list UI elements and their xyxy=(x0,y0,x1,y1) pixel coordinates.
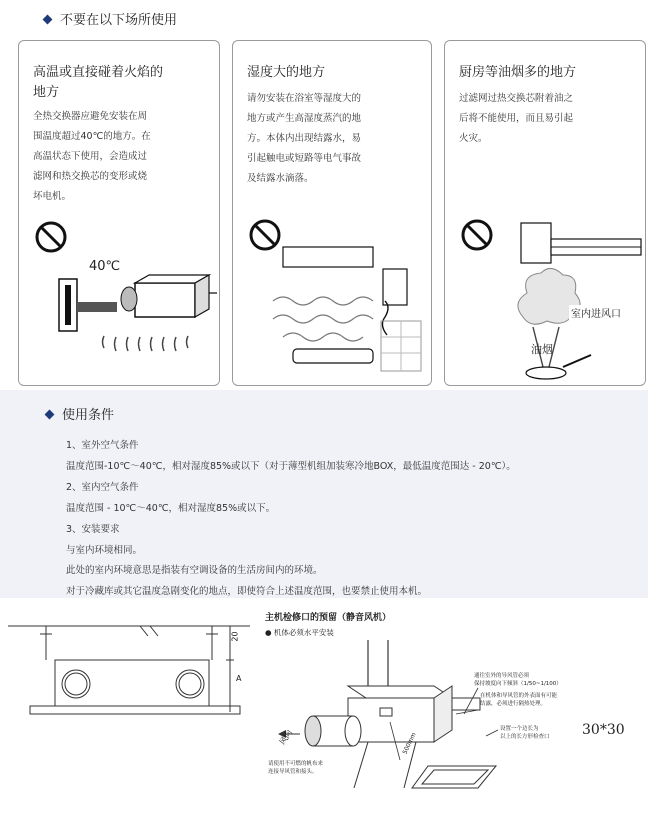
bathroom-illustration xyxy=(263,241,431,381)
dimension-20-label: 20 xyxy=(230,631,240,642)
dimension-a-label: A xyxy=(236,674,242,683)
card-body: 过滤网过热交换芯附着油之 后将不能使用，而且易引起 火灾。 xyxy=(459,93,574,144)
oil-smoke-label: 油烟 xyxy=(531,343,553,356)
ceiling-unit-drawing xyxy=(0,612,262,722)
condition-line: 温度范围 - 10℃～40℃，相对湿度85%或以下。 xyxy=(66,503,276,514)
card-title: 湿度大的地方 xyxy=(247,65,326,80)
section-header-conditions: 使用条件 xyxy=(46,404,114,423)
condition-line: 2、室内空气条件 xyxy=(66,482,139,493)
indoor-inlet-label: 室内进风口 xyxy=(569,305,623,320)
section-header-prohibited xyxy=(44,9,177,28)
inspection-port-size: 30*30 xyxy=(582,722,625,738)
condition-line: 对于冷藏库或其它温度急剧变化的地点，即使符合上述温度范围，也要禁止使用本机。 xyxy=(66,586,428,597)
kitchen-illustration xyxy=(501,217,646,386)
diamond-bullet-icon xyxy=(43,15,53,25)
condition-line: 3、安装要求 xyxy=(66,524,120,535)
temperature-label: 40℃ xyxy=(89,259,121,274)
card-high-humidity xyxy=(232,40,432,386)
card-body: 请勿安装在浴室等湿度大的 地方或产生高湿度蒸汽的地 方。本体内出现结露水，易 引起触电或短路等电气事故 及结露水滴落。 xyxy=(247,93,362,184)
condition-line: 温度范围-10℃～40℃，相对湿度85%或以下（对于薄型机组加装寒冷地BOX，最低温度范围达 - 20℃）。 xyxy=(66,461,516,472)
condition-line: 此处的室内环境意思是指装有空调设备的生活房间内的环境。 xyxy=(66,565,323,576)
heater-illustration xyxy=(49,273,217,383)
callout-duct-slope: 通往室外的导风管必须 保持坡度向下倾斜（1/50~1/100） xyxy=(474,673,562,687)
condition-line: 1、室外空气条件 xyxy=(66,440,139,451)
prohibited-icon xyxy=(459,217,495,253)
callout-inspection-port: 设置一个边长为 以上的长方形检查口 xyxy=(500,726,550,740)
card-kitchen-oil xyxy=(444,40,646,386)
dimension-500-label: 500mm xyxy=(401,731,418,756)
usage-conditions-section xyxy=(0,390,648,598)
callout-condensation: 在机体和导风管的外表面有可能 结露，必须进行隔热处理。 xyxy=(480,693,558,707)
canvas-warning: 请使用不可燃的帆布来 连接导风管和接头。 xyxy=(268,761,324,775)
service-port-title: 主机检修口的预留（静音风机） xyxy=(265,613,392,623)
card-title: 厨房等油烟多的地方 xyxy=(459,65,577,80)
section-header-text: 不要在以下场所使用 xyxy=(60,13,178,28)
condition-line: 与室内环境相同。 xyxy=(66,545,143,556)
card-high-temperature xyxy=(18,40,220,386)
install-note: ● 机体必须水平安装 xyxy=(265,628,334,637)
diamond-bullet-icon xyxy=(45,410,55,420)
wind-direction-label: 风向 xyxy=(277,728,295,747)
card-body: 全热交换器应避免安装在周 围温度超过40℃的地方。在 高温状态下使用，会造成过 滤网和热交换芯的变形或烧 坏电机。 xyxy=(33,111,151,202)
prohibited-icon xyxy=(33,219,69,255)
card-title: 高温或直接碰着火焰的 地方 xyxy=(33,65,164,100)
